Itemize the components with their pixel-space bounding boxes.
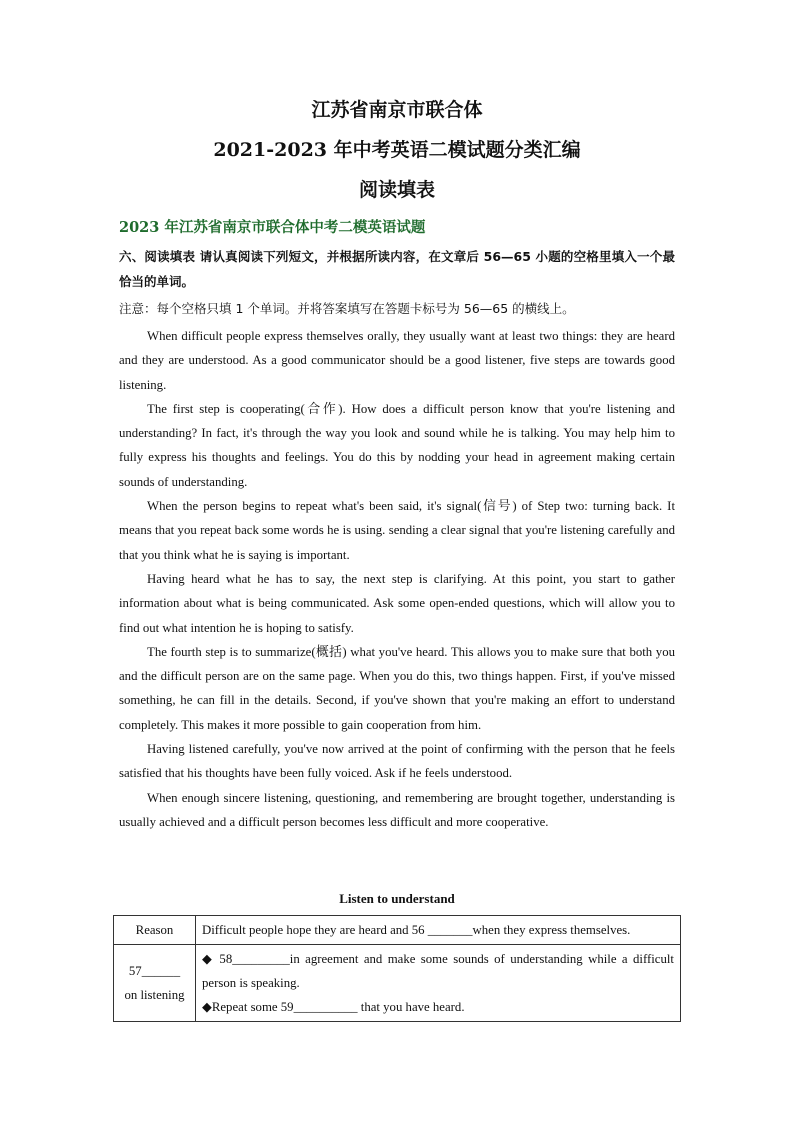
table-row [114,945,681,1022]
note-text: 注意：每个空格只填 1 个单词。并将答案填写在答题卡标号为 56—65 的横线上。 [119,301,575,316]
table-bullet-item: ◆ 58_________in agreement and make some sounds of understanding while a difficult person is speaking. [202,952,674,990]
table-cell-label: Reason [114,916,196,945]
answer-table [113,915,681,1022]
document-title-region: 江苏省南京市联合体 [311,99,483,121]
reading-passage [119,324,675,834]
section-heading: 2023 年江苏省南京市联合体中考二模英语试题 [119,219,426,236]
table-cell-content [196,945,681,1022]
passage-paragraph: The first step is cooperating(合作). How does a difficult person know that you're listening and understanding? In fact, it's through the way you look and sound while he is talking. You may help him to fully express his thoughts and feelings. You do this by nodding your head in agreement making certain sounds of understanding. [119,401,675,489]
table-cell-label [114,945,196,1022]
passage-paragraph: When difficult people express themselves orally, they usually want at least two things: they are heard and they are understood. As a good communicator should be a good listener, five steps are towards good listening. [119,329,675,392]
table-label-line: 57______ [128,964,181,978]
passage-paragraph: When enough sincere listening, questioning, and remembering are brought together, understanding is usually achieved and a difficult person becomes less difficult and more cooperative. [119,790,675,829]
document-title-subject: 2021-2023 年中考英语二模试题分类汇编 [213,139,581,161]
table-cell-content: Difficult people hope they are heard and 56 _______when they express themselves. [196,916,681,945]
passage-paragraph: When the person begins to repeat what's been said, it's signal(信号) of Step two: turning back. It means that you repeat back some words he is using. sending a clear signal that you're listening carefully and that you think what he is saying is important. [119,499,675,562]
passage-paragraph: The fourth step is to summarize(概括) what you've heard. This allows you to make sure that both you and the difficult person are on the same page. When you do this, two things happen. First, if you've missed something, he can fill in the details. Second, if you've shown that you're making an effort to understand completely. This makes it more possible to gain cooperation from him. [119,644,675,732]
table-label-line: on listening [124,988,185,1002]
instruction-text: 六、阅读填表 请认真阅读下列短文，并根据所读内容，在文章后 56—65 小题的空格里填入一个最恰当的单词。 [119,249,675,289]
table-bullet-item: ◆Repeat some 59__________ that you have heard. [202,1000,465,1014]
table-row [114,916,681,945]
passage-paragraph: Having heard what he has to say, the next step is clarifying. At this point, you start to gather information about what is being communicated. Ask some open-ended questions, which will allow you to find out what intention he is hoping to satisfy. [119,571,675,635]
passage-paragraph: Having listened carefully, you've now arrived at the point of confirming with the person that he feels satisfied that his thoughts have been fully voiced. Ask if he feels understood. [119,742,675,781]
document-title-type: 阅读填表 [358,179,435,201]
table-title: Listen to understand [339,891,455,906]
